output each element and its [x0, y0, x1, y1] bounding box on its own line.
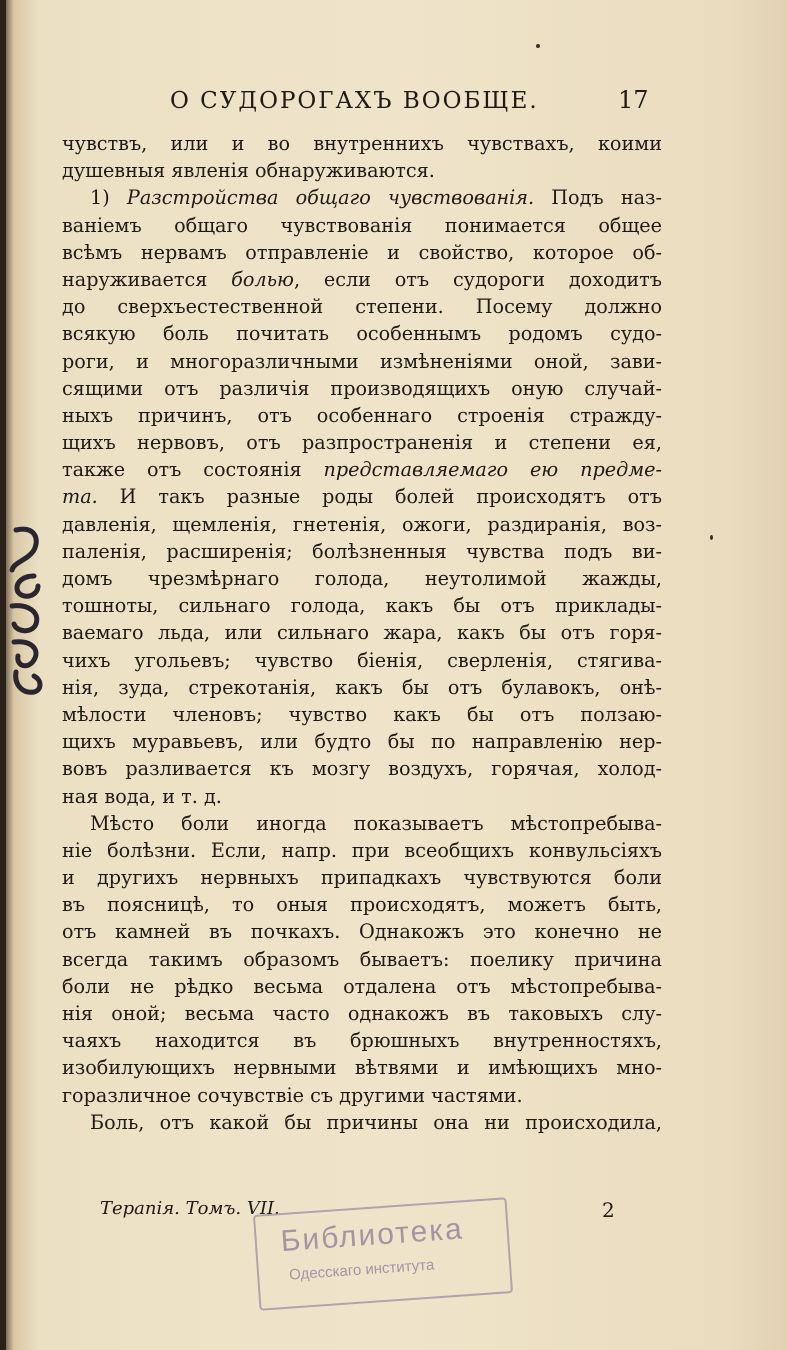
paper-speck	[710, 535, 713, 540]
stamp-title: Библиотека	[279, 1212, 465, 1259]
page-header	[60, 88, 660, 118]
italic-phrase-end: та.	[62, 485, 98, 509]
text-line: нія оной; весьма часто однакожъ въ таковыхъ слу-	[62, 1002, 662, 1025]
text-line: въ поясницѣ, то оныя происходятъ, можетъ быть,	[62, 893, 662, 917]
italic-phrase: представляемаго ею предме-	[323, 458, 662, 482]
text-line-object-end: та. И такъ разные роды болей происходятъ отъ	[62, 485, 662, 509]
text-line: горазличное сочувствіе съ другими частями.	[62, 1083, 523, 1107]
text-line: ваніемъ общаго чувствованія понимается общее	[62, 213, 662, 237]
signature-mark: Терапія. Томъ. VII.	[100, 1198, 280, 1219]
text-line: Боль, отъ какой бы причины она ни происходила,	[90, 1110, 662, 1134]
paper-speck	[536, 44, 540, 48]
text-line: ная вода, и т. д.	[62, 784, 222, 808]
text-line: нія, зуда, стрекотанія, какъ бы отъ булавокъ, онѣ-	[62, 675, 662, 699]
text-line: боли не рѣдко весьма отдалена отъ мѣстопребыва-	[62, 974, 662, 998]
text-line: до сверхъестественной степени. Посему должно	[62, 295, 662, 319]
text-line: отъ камней въ почкахъ. Однакожъ это конечно не	[62, 920, 662, 944]
signature-letter: 2	[602, 1198, 615, 1222]
text-line: изобилующихъ нервными вѣтвями и имѣющихъ мно-	[62, 1056, 662, 1080]
text-line: душевныя явленія обнаруживаются.	[62, 159, 435, 183]
text-line: чихъ угольевъ; чувство біенія, сверленія, стягива-	[62, 648, 662, 672]
page-number: 17	[618, 86, 649, 114]
text-line: вовъ разливается къ мозгу воздухъ, горячая, холод-	[62, 757, 662, 781]
text-line: чувствъ, или и во внутреннихъ чувствахъ, коими	[62, 132, 662, 155]
text-line: всегда такимъ образомъ бываетъ: поелику причина	[62, 947, 662, 971]
text-line: ныхъ причинъ, отъ особеннаго строенія стражду-	[62, 403, 662, 427]
text-line: роги, и многоразличными измѣненіями оной, зави-	[62, 349, 662, 373]
text-line: ваемаго льда, или сильнаго жара, какъ бы отъ горя-	[62, 621, 662, 645]
text-line: мѣлости членовъ; чувство какъ бы отъ ползаю-	[62, 702, 662, 726]
text-line: и другихъ нервныхъ припадкахъ чувствуются боли	[62, 866, 662, 890]
body-text	[62, 130, 662, 1136]
text-line: домъ чрезмѣрнаго голода, неутолимой жажды,	[62, 567, 662, 590]
stamp-subtitle: Одесскаго института	[288, 1256, 435, 1284]
handwritten-inventory-number	[4, 520, 48, 710]
text-line: всякую боль почитать особеннымъ родомъ судо-	[62, 322, 662, 346]
text-line-section-1: 1) Разстройства общаго чувствованія. Подъ наз-	[90, 186, 663, 210]
text-line: паленія, расширенія; болѣзненныя чувства подъ ви-	[62, 539, 662, 563]
text-line: всѣмъ нервамъ отправленіе и свойство, которое об-	[62, 240, 662, 264]
text-line: щихъ муравьевъ, или будто бы по направленію нер-	[62, 730, 662, 754]
italic-word: болью	[231, 267, 294, 291]
text-line: тошноты, сильнаго голода, какъ бы отъ приклады-	[62, 594, 662, 618]
text-line: сящими отъ различія производящихъ оную случай-	[62, 376, 662, 400]
text-line: ніе болѣзни. Если, напр. при всеобщихъ конвульсіяхъ	[62, 838, 662, 862]
text-line: давленія, щемленія, гнетенія, ожоги, раздиранія, воз-	[62, 512, 662, 536]
library-stamp	[253, 1197, 513, 1310]
text-line-object: также отъ состоянія представляемаго ею предме-	[62, 458, 662, 482]
text-line: щихъ нервовъ, отъ разпространенія и степени ея,	[62, 431, 662, 455]
running-head: О СУДОРОГАХЪ ВООБЩЕ.	[170, 88, 539, 114]
text-line: чаяхъ находится въ брюшныхъ внутренностяхъ,	[62, 1029, 662, 1053]
text-line-pain: наруживается болью, если отъ судороги доходитъ	[62, 267, 662, 291]
section-heading: Разстройства общаго чувствованія.	[126, 186, 535, 210]
text-line: Мѣсто боли иногда показываетъ мѣстопребыва-	[90, 811, 662, 835]
